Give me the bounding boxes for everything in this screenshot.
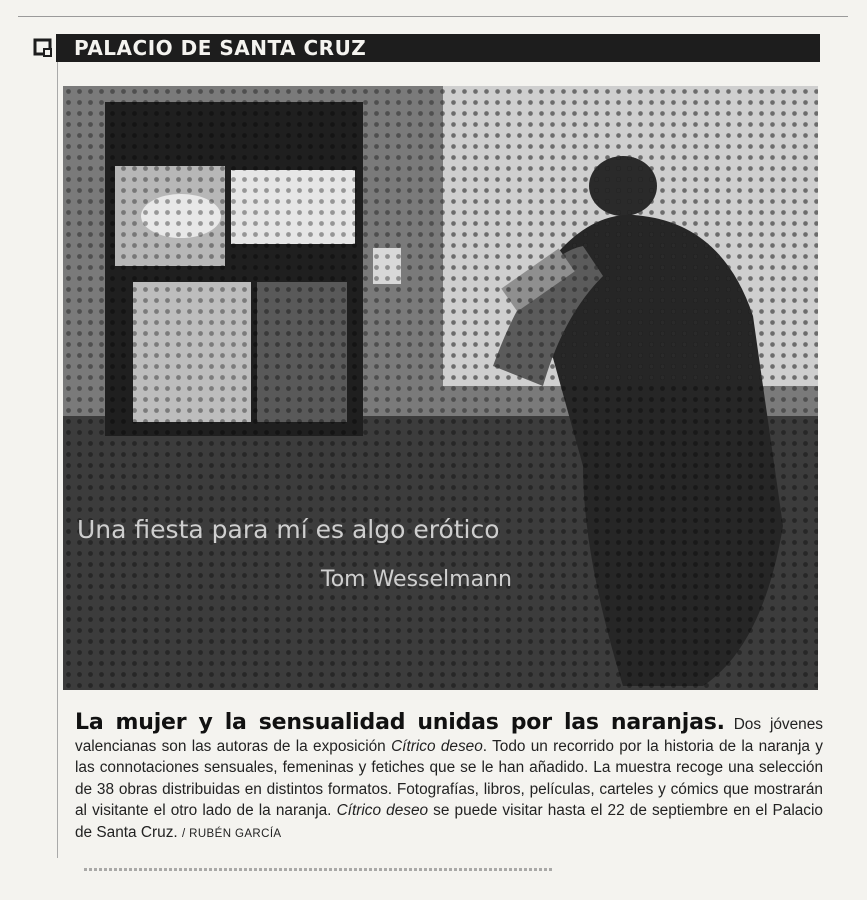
byline: / RUBÉN GARCÍA — [181, 827, 282, 840]
section-title: PALACIO DE SANTA CRUZ — [74, 36, 367, 60]
top-rule — [18, 16, 848, 17]
left-rule — [57, 62, 58, 858]
article-body-part3: se puede visitar hasta el 22 de septiembre en el Palacio de Santa Cruz. — [75, 802, 823, 841]
article-body-part1: Dos jóvenes valencianas son las autoras de la exposición — [75, 716, 823, 755]
exhibition-photo — [63, 86, 818, 690]
bottom-rule — [84, 868, 554, 871]
photo-caption-line1: Una fiesta para mí es algo erótico — [77, 515, 500, 544]
photo-caption-line2: Tom Wesselmann — [321, 567, 512, 592]
article-text — [75, 712, 823, 845]
exhibition-title-ref1: Cítrico deseo — [391, 737, 483, 755]
exhibition-title-ref2: Cítrico deseo — [336, 802, 429, 819]
section-header — [30, 34, 820, 62]
notepad-icon — [30, 34, 56, 62]
article-headline: La mujer y la sensualidad unidas por las naranjas. — [75, 710, 725, 735]
article-body-part2: . Todo un recorrido por la historia de la naranja y las connotaciones sensuales, femeninas y fetiches que se le han añadido. La muestra recoge una selección de 38 obras distribuidas en distintos formatos. Fotografías, libros, películas, carteles y cómics que mostrarán al visitante el otro lado de la naranja. — [75, 737, 823, 819]
